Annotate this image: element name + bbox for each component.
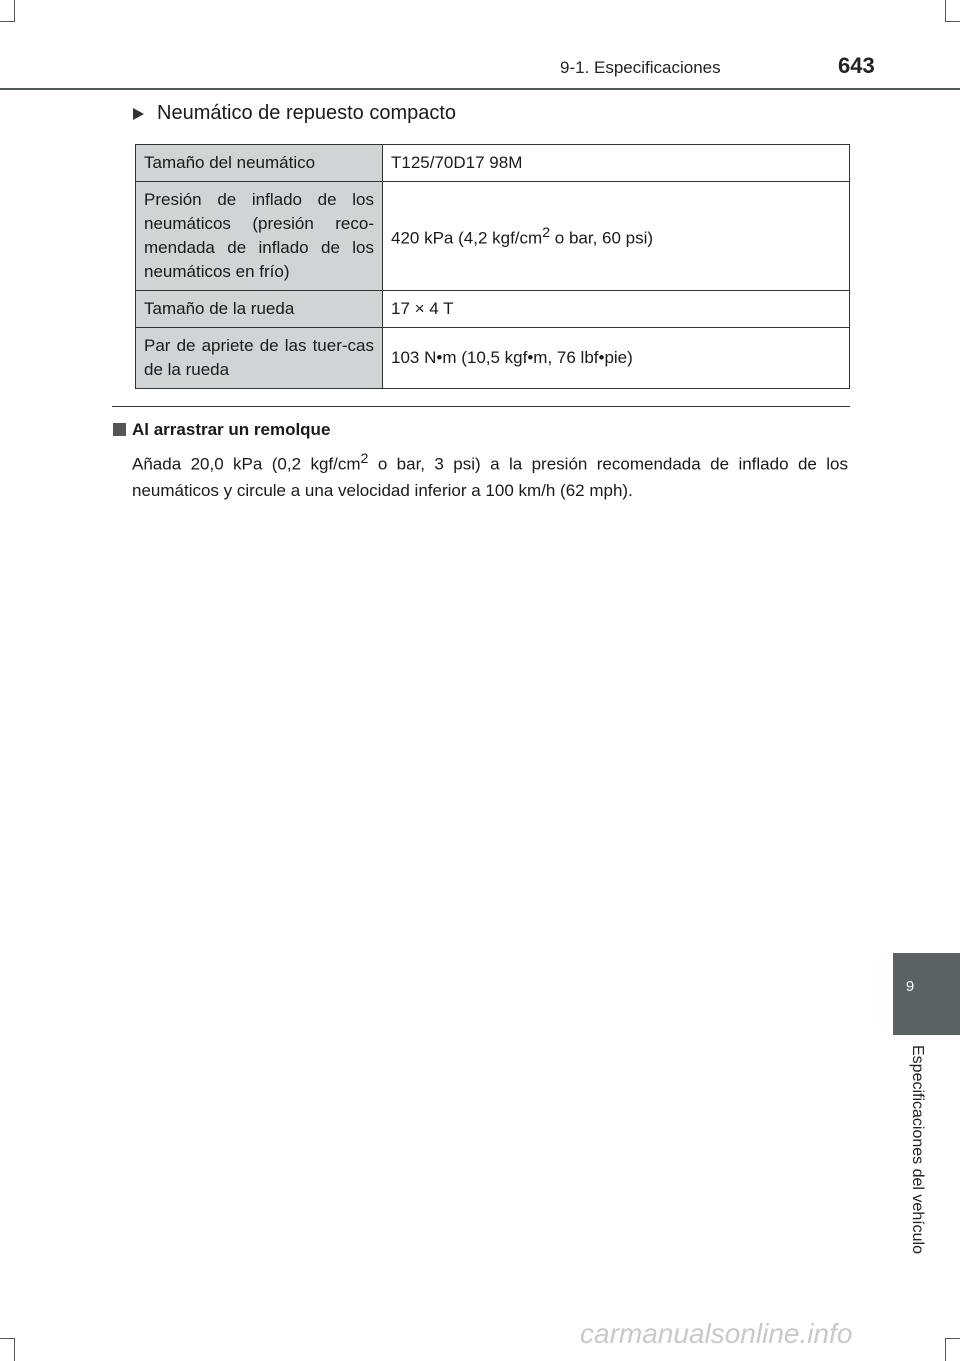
running-header-section: 9-1. Especificaciones (560, 58, 721, 77)
header-divider (0, 88, 960, 90)
note-heading: Al arrastrar un remolque (132, 420, 331, 439)
row-label: Tamaño de la rueda (136, 291, 383, 328)
spare-tire-spec-table (135, 144, 850, 389)
row-label: Par de apriete de las tuer-cas de la rueda (136, 328, 383, 389)
note-body: Añada 20,0 kPa (0,2 kgf/$cm^2$ o bar, 3 psi) a la presión recomendada de inflado de los neumáticos y circule a una velocidad inferior a 100 km/h (62 mph). (132, 451, 848, 500)
section-divider (112, 406, 850, 407)
row-label: Presión de inflado de los neumáticos (presión reco-mendada de inflado de los neumáticos en frío) (136, 182, 383, 291)
square-bullet-icon (113, 423, 126, 436)
row-value: 103 N•m (10,5 kgf•m, 76 lbf•pie) (383, 328, 850, 389)
watermark: carmanualsonline.info (580, 1318, 853, 1349)
section-title: Neumático de repuesto compacto (157, 102, 457, 124)
table-row (136, 182, 850, 291)
row-value: 420 kPa (4,2 kgf/$cm^2$ o bar, 60 psi) (383, 182, 850, 291)
page-number: 643 (838, 53, 875, 78)
chapter-number: 9 (905, 978, 915, 995)
row-label: Tamaño del neumático (136, 145, 383, 182)
table-row (136, 291, 850, 328)
row-value: T125/70D17 98M (383, 145, 850, 182)
row-value: 17 × 4 T (383, 291, 850, 328)
chapter-label: Especificaciones del vehículo (909, 1045, 926, 1255)
table-row (136, 328, 850, 389)
table-row (136, 145, 850, 182)
